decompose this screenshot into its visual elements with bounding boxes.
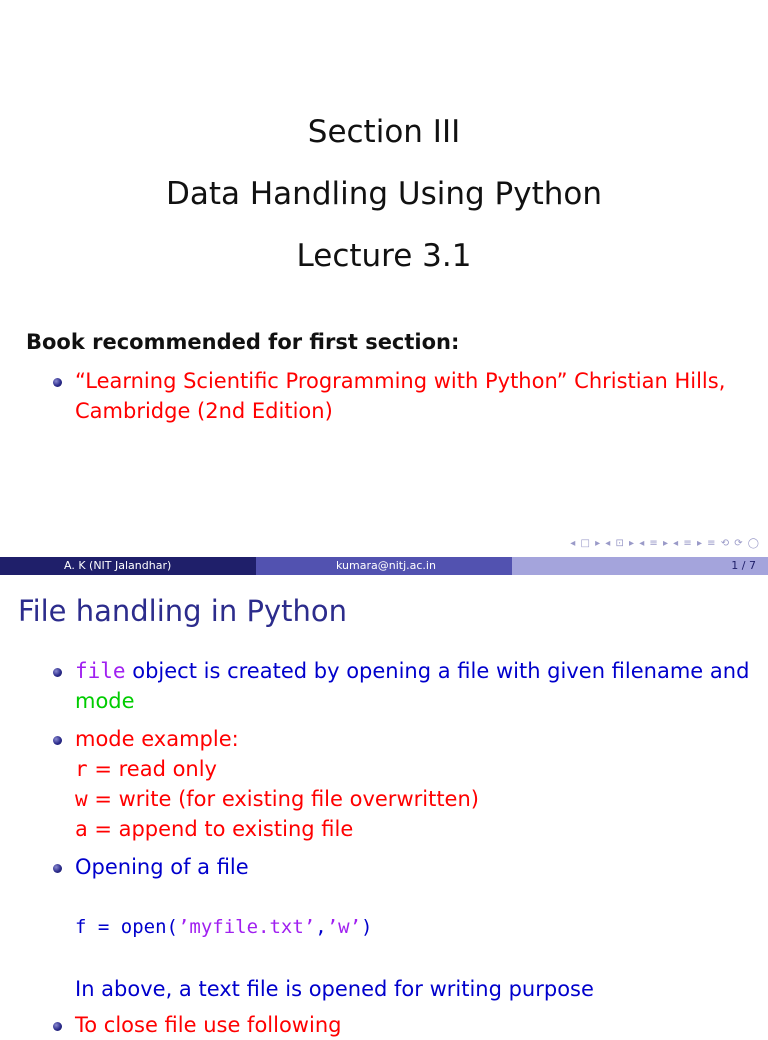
mode-write [75, 784, 479, 814]
lecture-number: Lecture 3.1 [296, 238, 472, 274]
frame-title: File handling in Python [18, 594, 347, 628]
mode-r-code: r [75, 757, 88, 781]
bullet-icon [53, 378, 62, 387]
bullet-icon [53, 736, 62, 745]
bullet-file-object [75, 656, 749, 686]
slide-footer [0, 557, 768, 575]
mode-r-text: = read only [87, 757, 217, 781]
bullet-icon [53, 668, 62, 677]
opening-note: In above, a text file is opened for writing purpose [75, 977, 594, 1001]
mode-read [75, 754, 217, 784]
mode-word: mode [75, 689, 135, 713]
book-line-1: “Learning Scientific Programming with Python” Christian Hills, [75, 369, 726, 393]
bullet-icon [53, 864, 62, 873]
mode-w-text: = write (for existing file overwritten) [87, 787, 479, 811]
footer-page-box [512, 557, 768, 575]
mode-append [75, 814, 353, 844]
file-object-text: object is created by opening a file with given filename and [125, 659, 750, 683]
footer-email-box [256, 557, 512, 575]
section-title: Section III [307, 114, 461, 150]
open-code-line [75, 916, 372, 938]
lecture-title: Data Handling Using Python [166, 176, 602, 212]
file-code: file [75, 659, 126, 683]
footer-email: kumara@nitj.ac.in [336, 559, 436, 572]
mode-a-text: = append to existing file [87, 817, 354, 841]
code-suffix: ) [361, 916, 373, 938]
bullet-icon [53, 1022, 62, 1031]
code-filename: ’myfile.txt’ [177, 916, 316, 938]
opening-file-text: Opening of a file [75, 855, 249, 879]
book-line-2: Cambridge (2nd Edition) [75, 399, 333, 423]
close-file-text: To close file use following [75, 1013, 342, 1037]
beamer-navigation-icons[interactable]: ◂ □ ▸ ◂ ⊡ ▸ ◂ ≡ ▸ ◂ ≡ ▸ ≡ ⟲ ⟳ ◯ [570, 538, 760, 549]
code-mode: ’w’ [326, 916, 362, 938]
code-comma: , [315, 916, 327, 938]
mode-example-heading: mode example: [75, 727, 239, 751]
book-heading: Book recommended for first section: [26, 330, 460, 354]
footer-author: A. K (NIT Jalandhar) [64, 559, 172, 572]
footer-author-box [0, 557, 256, 575]
slide-2 [0, 576, 768, 1037]
mode-a-code: a [75, 817, 88, 841]
footer-page-number: 1 / 7 [731, 559, 756, 572]
mode-w-code: w [75, 787, 88, 811]
code-prefix: f = open( [75, 916, 178, 938]
